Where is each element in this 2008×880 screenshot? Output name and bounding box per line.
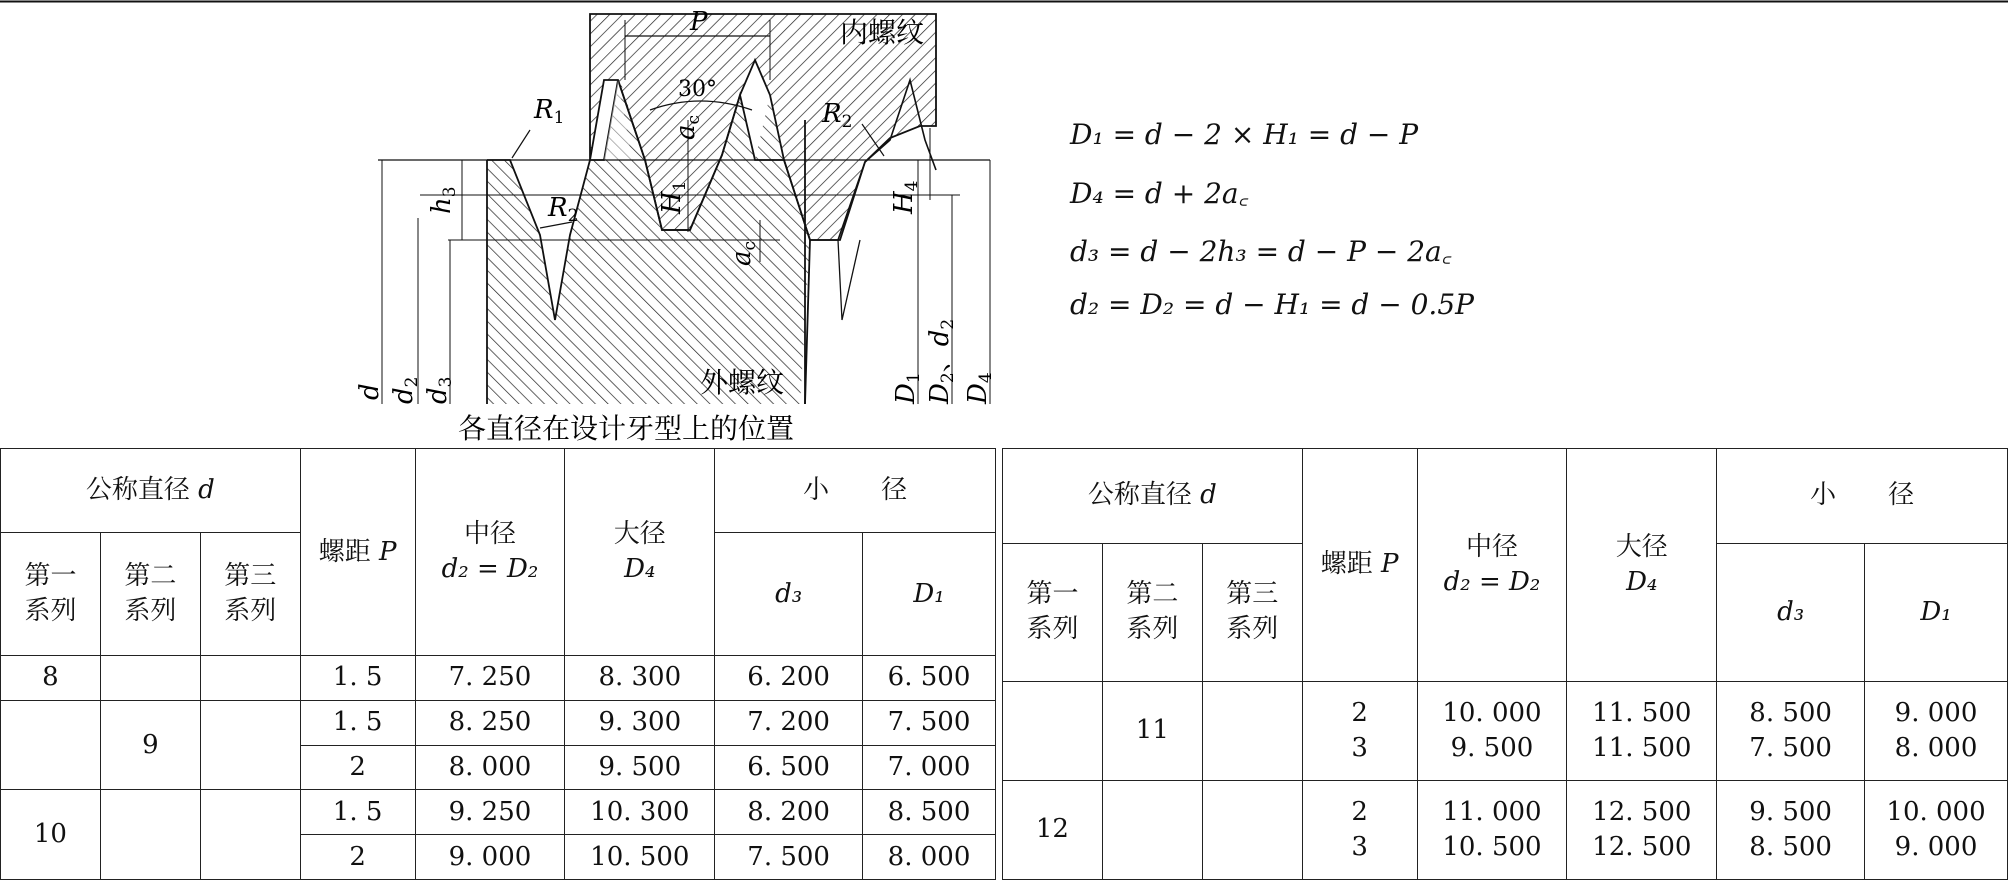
formula-d3: d₃ = d − 2h₃ = d − P − 2a꜀: [1070, 235, 1452, 268]
series-2-cell: 9: [100, 700, 200, 790]
D4-value: 11. 500: [1592, 697, 1692, 728]
P-cell: [1302, 780, 1417, 879]
series-1-cell: 10: [1, 790, 101, 880]
P-cell: 1. 5: [300, 790, 415, 835]
D1-cell: 8. 000: [863, 835, 996, 880]
header-major-diameter: 大径 D₄: [1567, 449, 1717, 682]
thread-dimension-tables: [0, 448, 2008, 880]
header-nominal-diameter: 公称直径 d: [1, 449, 301, 533]
D4-cell: 10. 500: [565, 835, 715, 880]
series-1-cell: 12: [1003, 780, 1103, 879]
series-2-cell: [100, 790, 200, 880]
series-1-cell: [1003, 681, 1103, 780]
internal-thread-label: 内螺纹: [840, 16, 925, 49]
table-row: [1003, 681, 2008, 780]
header-minor-D1: D₁: [1865, 543, 2008, 681]
D4-value: 12. 500: [1592, 796, 1692, 827]
P-value: 2: [1351, 697, 1368, 728]
d2-cell: [1417, 681, 1567, 780]
label-R2-bottom: R2: [548, 193, 579, 226]
table-row: [1003, 780, 2008, 879]
d3-value: 9. 500: [1749, 796, 1832, 827]
formula-d2: d₂ = D₂ = d − H₁ = d − 0.5P: [1070, 288, 1474, 321]
label-d: d: [355, 383, 385, 400]
D4-cell: [1567, 780, 1717, 879]
d3-cell: [1717, 780, 1865, 879]
angle-label: 30°: [678, 77, 717, 102]
table-row: [1, 656, 996, 701]
header-minor-d3: d₃: [715, 533, 863, 656]
label-ac-bottom: ac: [727, 240, 760, 266]
D1-cell: 6. 500: [863, 656, 996, 701]
header-minor-diameter: 小 径: [715, 449, 996, 533]
d2-cell: 8. 000: [415, 745, 565, 790]
d3-cell: 8. 200: [715, 790, 863, 835]
D1-value: 8. 000: [1894, 732, 1978, 763]
header-minor-diameter: 小 径: [1717, 449, 2008, 544]
label-D1: D1: [891, 372, 924, 404]
D1-cell: 8. 500: [863, 790, 996, 835]
d3-value: 8. 500: [1749, 697, 1832, 728]
header-series-2: 第二 系列: [100, 533, 200, 656]
pitch-label: P: [690, 7, 708, 37]
label-R2-top: R2: [822, 99, 853, 132]
header-minor-d3: d₃: [1717, 543, 1865, 681]
label-d3: d3: [423, 376, 456, 404]
header-major-diameter: 大径 D₄: [565, 449, 715, 656]
D4-value: 11. 500: [1592, 732, 1692, 763]
d2-value: 9. 500: [1450, 732, 1534, 763]
P-cell: 2: [300, 745, 415, 790]
label-R1: R1: [534, 95, 565, 128]
d3-value: 7. 500: [1749, 732, 1832, 763]
d3-cell: [1717, 681, 1865, 780]
D4-cell: 8. 300: [565, 656, 715, 701]
label-D4: D4: [963, 372, 996, 404]
label-h3: h3: [427, 186, 460, 214]
P-cell: 1. 5: [300, 700, 415, 745]
d2-value: 10. 500: [1442, 831, 1542, 862]
d3-cell: 7. 500: [715, 835, 863, 880]
header-nominal-diameter: 公称直径 d: [1003, 449, 1303, 544]
d2-cell: 7. 250: [415, 656, 565, 701]
header-series-1: 第一 系列: [1003, 543, 1103, 681]
label-H4: H4: [889, 180, 922, 214]
external-thread-label: 外螺纹: [700, 366, 785, 399]
header-pitch-diameter: 中径 d₂ = D₂: [1417, 449, 1567, 682]
series-1-cell: [1, 700, 101, 790]
header-series-2: 第二 系列: [1102, 543, 1202, 681]
d2-cell: 9. 250: [415, 790, 565, 835]
D4-cell: [1567, 681, 1717, 780]
d2-cell: 8. 250: [415, 700, 565, 745]
header-series-3: 第三 系列: [1202, 543, 1302, 681]
label-ac-top: ac: [671, 114, 704, 140]
label-D2-d2: D2、d2: [925, 318, 958, 404]
d3-cell: 6. 200: [715, 656, 863, 701]
D1-cell: 7. 500: [863, 700, 996, 745]
series-3-cell: [200, 656, 300, 701]
D1-value: 9. 000: [1894, 831, 1978, 862]
label-H1: H1: [657, 180, 690, 214]
d3-cell: 6. 500: [715, 745, 863, 790]
header-pitch: 螺距 P: [1302, 449, 1417, 682]
series-2-cell: 11: [1102, 681, 1202, 780]
series-3-cell: [1202, 780, 1302, 879]
D4-cell: 9. 500: [565, 745, 715, 790]
series-3-cell: [1202, 681, 1302, 780]
P-cell: 2: [300, 835, 415, 880]
D1-cell: [1865, 681, 2008, 780]
table-row: [1, 790, 996, 835]
D4-cell: 10. 300: [565, 790, 715, 835]
D4-value: 12. 500: [1592, 831, 1692, 862]
formula-D1: D₁ = d − 2 × H₁ = d − P: [1070, 118, 1419, 151]
d2-cell: 9. 000: [415, 835, 565, 880]
P-cell: 1. 5: [300, 656, 415, 701]
header-minor-D1: D₁: [863, 533, 996, 656]
label-d2: d2: [389, 376, 422, 404]
series-2-cell: [100, 656, 200, 701]
dimension-table-left: [0, 448, 996, 880]
d2-value: 10. 000: [1442, 697, 1542, 728]
d2-value: 11. 000: [1442, 796, 1542, 827]
d2-cell: [1417, 780, 1567, 879]
header-pitch: 螺距 P: [300, 449, 415, 656]
series-2-cell: [1102, 780, 1202, 879]
table-row: [1, 700, 996, 745]
D1-cell: 7. 000: [863, 745, 996, 790]
D1-value: 9. 000: [1894, 697, 1978, 728]
formula-D4: D₄ = d + 2a꜀: [1070, 177, 1249, 210]
P-value: 3: [1351, 831, 1368, 862]
P-cell: [1302, 681, 1417, 780]
d3-cell: 7. 200: [715, 700, 863, 745]
D1-value: 10. 000: [1886, 796, 1986, 827]
P-value: 3: [1351, 732, 1368, 763]
D4-cell: 9. 300: [565, 700, 715, 745]
figure-caption: 各直径在设计牙型上的位置: [458, 412, 795, 445]
header-series-3: 第三 系列: [200, 533, 300, 656]
series-3-cell: [200, 790, 300, 880]
D1-cell: [1865, 780, 2008, 879]
header-pitch-diameter: 中径 d₂ = D₂: [415, 449, 565, 656]
series-1-cell: 8: [1, 656, 101, 701]
series-3-cell: [200, 700, 300, 790]
header-series-1: 第一 系列: [1, 533, 101, 656]
d3-value: 8. 500: [1749, 831, 1832, 862]
dimension-table-right: [1002, 448, 2008, 880]
P-value: 2: [1351, 796, 1368, 827]
